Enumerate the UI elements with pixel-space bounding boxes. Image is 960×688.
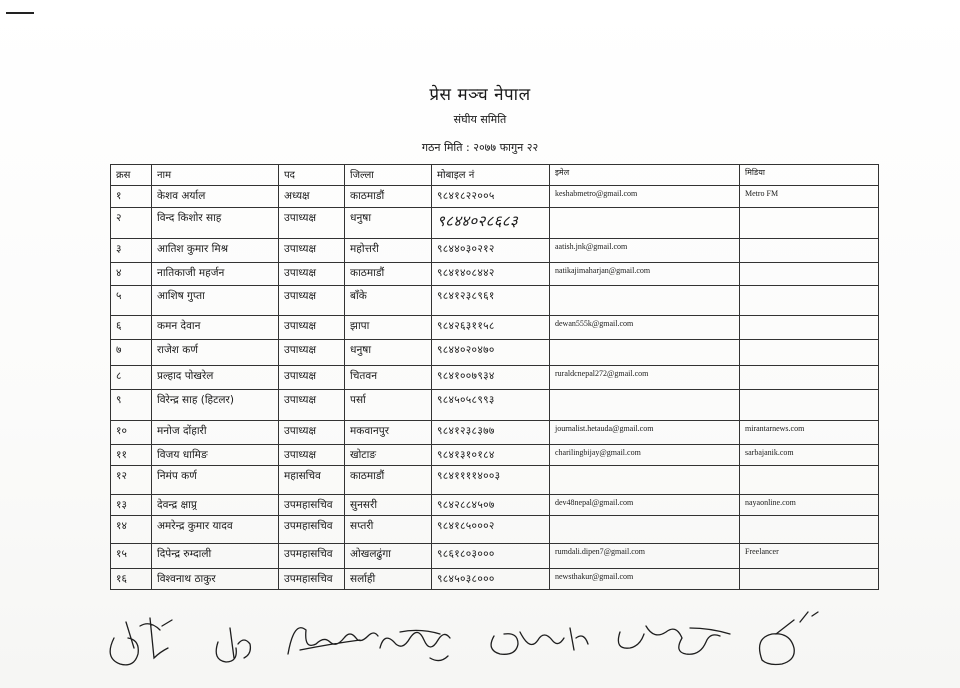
cell-sn: ३ — [111, 239, 152, 263]
cell-name: कमन देवान — [152, 316, 279, 340]
cell-sn: १६ — [111, 569, 152, 590]
signature-6 — [618, 626, 730, 654]
cell-media — [740, 466, 879, 495]
cell-post: उपाध्यक्ष — [279, 286, 345, 316]
table-row — [111, 495, 879, 516]
cell-email — [550, 466, 740, 495]
signature-4 — [380, 630, 450, 660]
cell-mobile: ९८४२६३११५८ — [432, 316, 550, 340]
cell-mobile: ९८४४०२०४७० — [432, 340, 550, 366]
cell-name: दिपेन्द्र रुम्दाली — [152, 544, 279, 569]
table-row — [111, 421, 879, 445]
cell-media: Freelancer — [740, 544, 879, 569]
cell-post: उपाध्यक्ष — [279, 366, 345, 390]
signature-5 — [491, 628, 588, 654]
table-row — [111, 569, 879, 590]
table-row — [111, 366, 879, 390]
cell-media — [740, 366, 879, 390]
cell-media — [740, 390, 879, 421]
cell-sn: १ — [111, 186, 152, 208]
document-title: प्रेस मञ्च नेपाल — [429, 85, 531, 105]
cell-post: उपमहासचिव — [279, 516, 345, 544]
cell-name: विन्द किशोर साह — [152, 208, 279, 239]
cell-post: उपमहासचिव — [279, 569, 345, 590]
col-header-sn: क्रस — [111, 165, 152, 186]
col-header-email: इमेल — [550, 165, 740, 186]
cell-mobile: ९८४४०३०२१२ — [432, 239, 550, 263]
cell-sn: ११ — [111, 445, 152, 466]
table-row — [111, 239, 879, 263]
cell-media — [740, 286, 879, 316]
cell-name: विश्वनाथ ठाकुर — [152, 569, 279, 590]
cell-mobile: ९८६१८०३००० — [432, 544, 550, 569]
table-row — [111, 286, 879, 316]
cell-email: aatish.jnk@gmail.com — [550, 239, 740, 263]
cell-district: पर्सा — [345, 390, 432, 421]
cell-mobile: ९८४१८२२००५ — [432, 186, 550, 208]
cell-district: सप्तरी — [345, 516, 432, 544]
cell-email: keshabmetro@gmail.com — [550, 186, 740, 208]
edge-mark — [6, 12, 34, 14]
members-table — [110, 164, 879, 590]
cell-name: विरेन्द्र साह (हिटलर) — [152, 390, 279, 421]
cell-email: dev48nepal@gmail.com — [550, 495, 740, 516]
cell-district: ओखलढुंगा — [345, 544, 432, 569]
cell-post: महासचिव — [279, 466, 345, 495]
cell-district: झापा — [345, 316, 432, 340]
signature-1 — [110, 618, 172, 665]
cell-name: प्रल्हाद पोखरेल — [152, 366, 279, 390]
cell-email — [550, 340, 740, 366]
cell-media — [740, 263, 879, 286]
col-header-name: नाम — [152, 165, 279, 186]
cell-mobile: ९८४१००७९३४ — [432, 366, 550, 390]
cell-post: उपाध्यक्ष — [279, 316, 345, 340]
cell-mobile: ९८४१२३८३७७ — [432, 421, 550, 445]
col-header-post: पद — [279, 165, 345, 186]
col-header-district: जिल्ला — [345, 165, 432, 186]
cell-media — [740, 516, 879, 544]
cell-media — [740, 340, 879, 366]
cell-name: केशव अर्याल — [152, 186, 279, 208]
cell-sn: ७ — [111, 340, 152, 366]
table-row — [111, 186, 879, 208]
cell-post: उपाध्यक्ष — [279, 390, 345, 421]
signature-3 — [288, 628, 378, 654]
cell-email: newsthakur@gmail.com — [550, 569, 740, 590]
cell-sn: ४ — [111, 263, 152, 286]
cell-district: काठमाडौं — [345, 186, 432, 208]
cell-name: नातिकाजी महर्जन — [152, 263, 279, 286]
cell-post: उपाध्यक्ष — [279, 340, 345, 366]
col-header-media: मिडिया — [740, 165, 879, 186]
cell-district: सर्लाही — [345, 569, 432, 590]
cell-media — [740, 239, 879, 263]
cell-district: खोटाङ — [345, 445, 432, 466]
cell-post: उपाध्यक्ष — [279, 263, 345, 286]
cell-district: काठमाडौं — [345, 466, 432, 495]
cell-email — [550, 208, 740, 239]
cell-district: धनुषा — [345, 208, 432, 239]
cell-email — [550, 390, 740, 421]
cell-name: अमरेन्द्र कुमार यादव — [152, 516, 279, 544]
cell-sn: १२ — [111, 466, 152, 495]
cell-sn: ५ — [111, 286, 152, 316]
cell-post: उपमहासचिव — [279, 544, 345, 569]
cell-email: ruraldcnepal272@gmail.com — [550, 366, 740, 390]
cell-sn: ९ — [111, 390, 152, 421]
cell-post: उपाध्यक्ष — [279, 445, 345, 466]
cell-mobile: ९८४२८८४५०७ — [432, 495, 550, 516]
cell-post: उपाध्यक्ष — [279, 239, 345, 263]
cell-post: उपमहासचिव — [279, 495, 345, 516]
cell-district: धनुषा — [345, 340, 432, 366]
cell-district: मकवानपुर — [345, 421, 432, 445]
cell-mobile: ९८४५०३८००० — [432, 569, 550, 590]
table-row — [111, 516, 879, 544]
signature-7 — [760, 612, 818, 665]
cell-name: विजय धामिङ — [152, 445, 279, 466]
cell-sn: १५ — [111, 544, 152, 569]
cell-district: महोत्तरी — [345, 239, 432, 263]
cell-email: charilingbijay@gmail.com — [550, 445, 740, 466]
cell-name: निमंप कर्ण — [152, 466, 279, 495]
table-header-row — [111, 165, 879, 186]
cell-media: mirantarnews.com — [740, 421, 879, 445]
table-row — [111, 466, 879, 495]
cell-sn: ८ — [111, 366, 152, 390]
cell-mobile: ९८४१४०८४४२ — [432, 263, 550, 286]
cell-post: उपाध्यक्ष — [279, 208, 345, 239]
table-row — [111, 544, 879, 569]
table-row — [111, 445, 879, 466]
cell-email: rumdali.dipen7@gmail.com — [550, 544, 740, 569]
cell-email: dewan555k@gmail.com — [550, 316, 740, 340]
cell-district: काठमाडौं — [345, 263, 432, 286]
cell-mobile: ९८४११११४००३ — [432, 466, 550, 495]
cell-email — [550, 516, 740, 544]
cell-email: natikajimaharjan@gmail.com — [550, 263, 740, 286]
cell-name: आतिश कुमार मिश्र — [152, 239, 279, 263]
cell-sn: १४ — [111, 516, 152, 544]
table-row — [111, 340, 879, 366]
cell-name: राजेश कर्ण — [152, 340, 279, 366]
cell-media: Metro FM — [740, 186, 879, 208]
cell-name: देवन्द्र क्षाप्र्र — [152, 495, 279, 516]
cell-mobile: ९८४५०५८९९३ — [432, 390, 550, 421]
cell-sn: २ — [111, 208, 152, 239]
cell-post: उपाध्यक्ष — [279, 421, 345, 445]
signatures-area — [100, 598, 840, 680]
cell-media: nayaonline.com — [740, 495, 879, 516]
table-row — [111, 208, 879, 239]
cell-mobile: ९८४४०२८६८३ — [432, 208, 550, 239]
cell-sn: १३ — [111, 495, 152, 516]
cell-name: मनोज दोंहारी — [152, 421, 279, 445]
cell-media — [740, 208, 879, 239]
col-header-mobile: मोबाइल नं — [432, 165, 550, 186]
cell-district: सुनसरी — [345, 495, 432, 516]
cell-district: चितवन — [345, 366, 432, 390]
cell-email — [550, 286, 740, 316]
cell-sn: ६ — [111, 316, 152, 340]
signature-2 — [216, 628, 250, 662]
cell-email: journalist.hetauda@gmail.com — [550, 421, 740, 445]
cell-mobile: ९८४१३१०१८४ — [432, 445, 550, 466]
cell-mobile: ९८४१८५०००२ — [432, 516, 550, 544]
cell-post: अध्यक्ष — [279, 186, 345, 208]
cell-district: बाँके — [345, 286, 432, 316]
cell-media: sarbajanik.com — [740, 445, 879, 466]
table-row — [111, 390, 879, 421]
table-row — [111, 316, 879, 340]
cell-sn: १० — [111, 421, 152, 445]
committee-subtitle: संघीय समिति — [453, 113, 507, 126]
table-row — [111, 263, 879, 286]
cell-mobile: ९८४१२३८९६१ — [432, 286, 550, 316]
cell-name: आशिष गुप्ता — [152, 286, 279, 316]
cell-media — [740, 569, 879, 590]
cell-media — [740, 316, 879, 340]
formation-date: गठन मिति : २०७७ फागुन २२ — [421, 141, 539, 154]
